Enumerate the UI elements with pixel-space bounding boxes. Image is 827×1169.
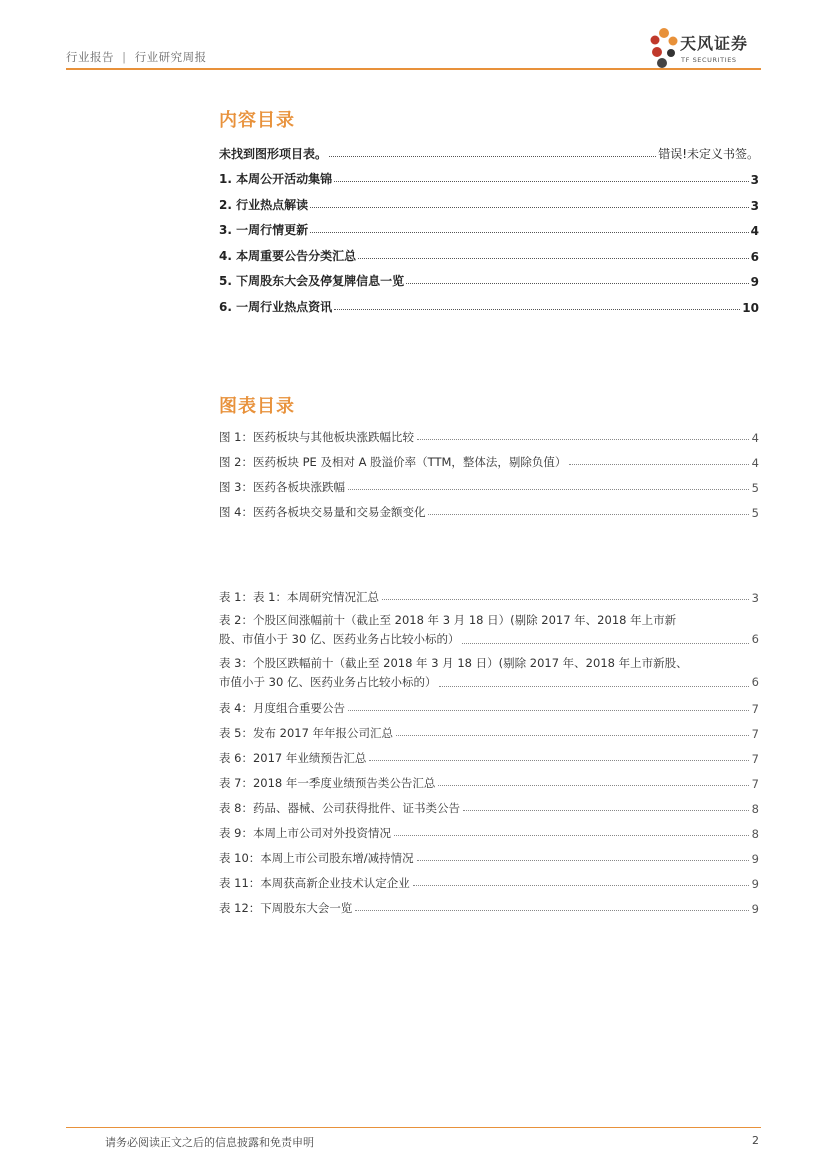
tables-list — [219, 580, 759, 916]
figures-list — [219, 420, 759, 520]
figure-item-page: 4 — [751, 456, 759, 470]
report-category — [66, 49, 207, 65]
table-item-text: 表 4：月度组合重要公告 — [219, 701, 345, 715]
toc-item-text: 1. 本周公开活动集锦 — [219, 172, 333, 186]
table-item-page: 7 — [751, 777, 759, 791]
leader-dots — [417, 860, 749, 861]
leader-dots — [462, 643, 748, 644]
table-item-text: 表 7：2018 年一季度业绩预告类公告汇总 — [219, 776, 436, 790]
table-item-text: 表 10：本周上市公司股东增/减持情况 — [219, 851, 414, 865]
table-item[interactable] — [219, 580, 759, 605]
table-item-page: 7 — [751, 702, 759, 716]
figure-item-page: 5 — [751, 481, 759, 495]
toc-item-text: 3. 一周行情更新 — [219, 223, 309, 237]
leader-dots — [334, 181, 749, 182]
leader-dots — [334, 309, 740, 310]
header-divider — [66, 68, 761, 70]
table-item[interactable] — [219, 816, 759, 841]
table-item-text: 表 9：本周上市公司对外投资情况 — [219, 826, 391, 840]
table-item-page: 9 — [751, 852, 759, 866]
figure-item[interactable] — [219, 470, 759, 495]
figure-item-page: 5 — [751, 506, 759, 520]
figures-title: 图表目录 — [219, 396, 295, 417]
table-item-page: 6 — [751, 675, 759, 689]
toc-item-page: 10 — [742, 300, 759, 315]
toc-error-row[interactable] — [219, 136, 759, 162]
table-item-text-line2: 市值小于 30 亿、医药业务占比较小标的） — [219, 675, 437, 689]
table-item-text: 表 1：表 1：本周研究情况汇总 — [219, 590, 379, 604]
toc-item[interactable] — [219, 162, 759, 188]
toc-error-page: 错误!未定义书签。 — [658, 146, 759, 161]
figure-item-text: 图 2：医药板块 PE 及相对 A 股溢价率（TTM，整体法，剔除负值） — [219, 455, 567, 469]
leader-dots — [463, 810, 749, 811]
toc-item-text: 6. 一周行业热点资讯 — [219, 299, 333, 314]
figure-item-text: 图 1：医药板块与其他板块涨跌幅比较 — [219, 430, 414, 444]
toc-item-text: 5. 下周股东大会及停复牌信息一览 — [219, 274, 405, 288]
toc-item[interactable] — [219, 187, 759, 213]
table-item[interactable] — [219, 741, 759, 766]
table-item-text-line1: 表 3：个股区跌幅前十（截止至 2018 年 3 月 18 日）(剔除 2017 年、2018 年上市新股、 — [219, 656, 688, 670]
leader-dots — [569, 464, 748, 465]
leader-dots — [348, 710, 749, 711]
leader-dots — [406, 283, 749, 284]
toc-item-page: 3 — [750, 198, 759, 213]
table-item-text: 表 6：2017 年业绩预告汇总 — [219, 751, 367, 765]
contents-list — [219, 136, 759, 315]
table-item-page: 3 — [751, 591, 759, 605]
footer-divider — [66, 1127, 761, 1128]
figure-item[interactable] — [219, 420, 759, 445]
figure-item-page: 4 — [751, 431, 759, 445]
company-logo — [648, 26, 768, 70]
table-item[interactable] — [219, 891, 759, 916]
report-subtype: 行业研究周报 — [134, 50, 207, 64]
toc-item-text: 4. 本周重要公告分类汇总 — [219, 248, 357, 263]
logo-text-cn: 天风证券 — [680, 34, 749, 53]
table-item-page: 8 — [751, 802, 759, 816]
header-separator: | — [122, 50, 127, 64]
table-item-page: 7 — [751, 727, 759, 741]
logo-text-en: TF SECURITIES — [681, 56, 737, 64]
leader-dots — [310, 232, 749, 233]
table-item-text: 表 5：发布 2017 年年报公司汇总 — [219, 726, 394, 740]
table-item[interactable] — [219, 691, 759, 716]
leader-dots — [329, 156, 656, 157]
table-item-page: 7 — [751, 752, 759, 766]
table-item-text-line2: 股、市值小于 30 亿、医药业务占比较小标的） — [219, 632, 460, 646]
table-item[interactable] — [219, 841, 759, 866]
table-item[interactable] — [219, 766, 759, 791]
table-item[interactable] — [219, 648, 759, 691]
table-item[interactable] — [219, 716, 759, 741]
table-item[interactable] — [219, 866, 759, 891]
leader-dots — [396, 735, 749, 736]
toc-item[interactable] — [219, 213, 759, 239]
table-item-page: 8 — [751, 827, 759, 841]
table-item-page: 6 — [751, 632, 759, 646]
toc-item-text: 2. 行业热点解读 — [219, 197, 309, 212]
leader-dots — [310, 207, 749, 208]
table-item[interactable] — [219, 791, 759, 816]
table-item-page: 9 — [751, 902, 759, 916]
leader-dots — [355, 910, 748, 911]
toc-item-page: 9 — [750, 275, 759, 289]
figure-item[interactable] — [219, 445, 759, 470]
footer-disclaimer: 请务必阅读正文之后的信息披露和免责申明 — [105, 1136, 314, 1149]
leader-dots — [382, 599, 749, 600]
figure-item[interactable] — [219, 495, 759, 520]
table-item-text: 表 12：下周股东大会一览 — [219, 901, 353, 915]
leader-dots — [438, 785, 748, 786]
leader-dots — [348, 489, 749, 490]
figure-item-text: 图 4：医药各板块交易量和交易金额变化 — [219, 505, 426, 519]
leader-dots — [428, 514, 748, 515]
leader-dots — [439, 686, 748, 687]
figure-item-text: 图 3：医药各板块涨跌幅 — [219, 480, 345, 494]
leader-dots — [413, 885, 749, 886]
leader-dots — [417, 439, 749, 440]
table-item[interactable] — [219, 605, 759, 648]
table-item-text: 表 8：药品、器械、公司获得批件、证书类公告 — [219, 801, 460, 815]
report-type: 行业报告 — [66, 50, 114, 64]
logo-mark-icon — [648, 26, 680, 70]
table-item-text-line1: 表 2：个股区间涨幅前十（截止至 2018 年 3 月 18 日）(剔除 2017 年、2018 年上市新 — [219, 613, 677, 627]
toc-item-page: 4 — [750, 224, 759, 238]
toc-item[interactable] — [219, 289, 759, 315]
toc-item[interactable] — [219, 238, 759, 264]
leader-dots — [358, 258, 749, 259]
leader-dots — [394, 835, 749, 836]
toc-item-page: 6 — [750, 249, 759, 264]
table-item-text: 表 11：本周获高新企业技术认定企业 — [219, 876, 410, 890]
table-item-page: 9 — [751, 877, 759, 891]
toc-item-page: 3 — [750, 173, 759, 187]
page-number: 2 — [752, 1134, 759, 1147]
contents-title: 内容目录 — [219, 110, 295, 131]
toc-item[interactable] — [219, 264, 759, 290]
leader-dots — [369, 760, 748, 761]
toc-error-text: 未找到图形项目表。 — [219, 146, 328, 161]
